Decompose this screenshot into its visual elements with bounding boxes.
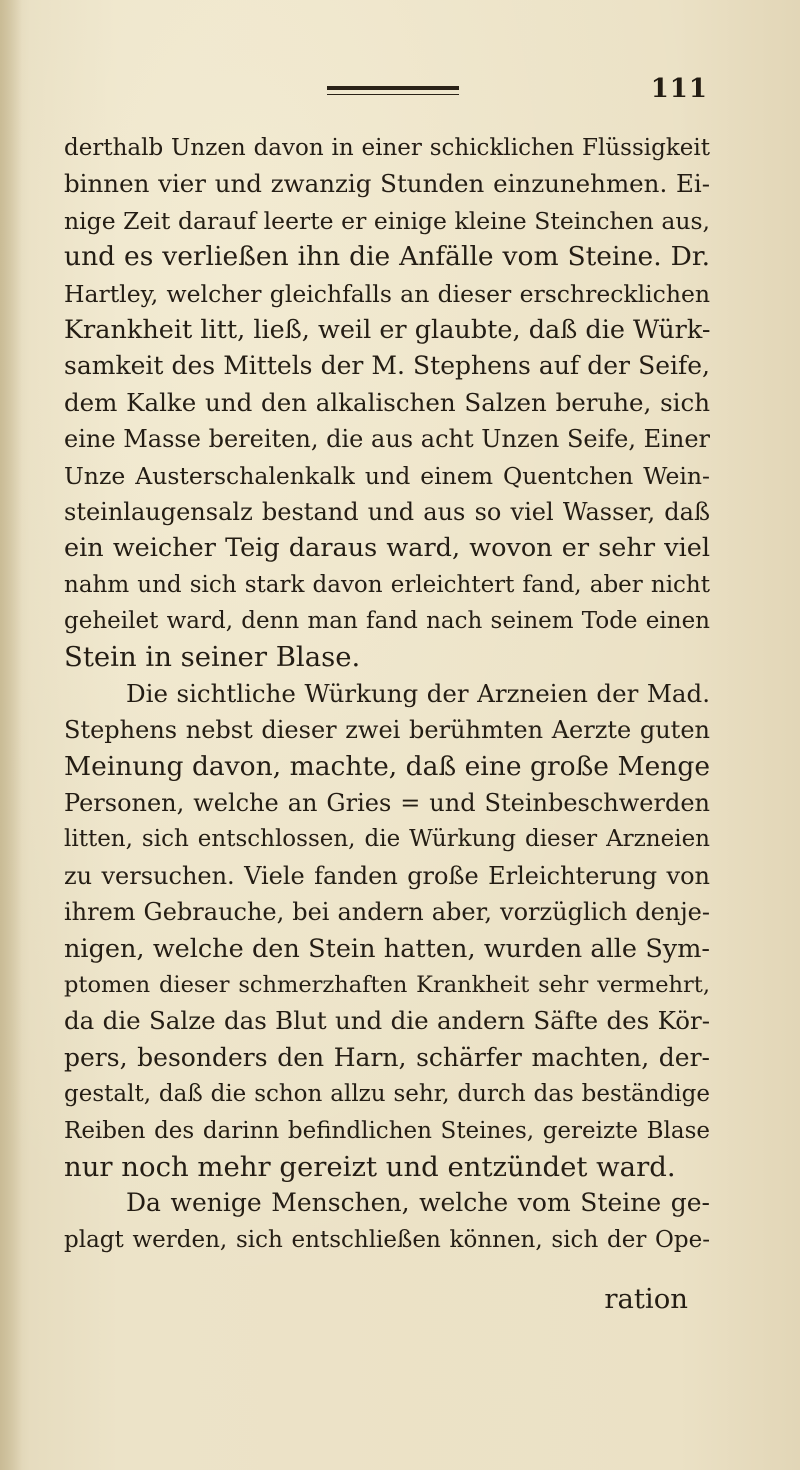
- text-line: derthalb Unzen davon in einer schicklichen Flüssigkeit: [64, 135, 710, 161]
- page-gutter-shadow: [0, 0, 22, 1470]
- page-number: 111: [650, 74, 708, 104]
- paragraph-2: [64, 676, 710, 1185]
- text-line: steinlaugensalz bestand und aus so viel Wasser, daß: [64, 497, 710, 526]
- text-line: geheilet ward, denn man fand nach seinem Tode einen: [64, 608, 710, 635]
- body-text: [64, 130, 710, 1258]
- header-rule: [327, 86, 459, 95]
- text-line: ein weicher Teig daraus ward, wovon er sehr viel: [64, 533, 710, 564]
- paragraph-1: [64, 130, 710, 676]
- text-line: eine Masse bereiten, die aus acht Unzen Seife, Einer: [64, 425, 710, 454]
- text-line: nigen, welche den Stein hatten, wurden alle Sym-: [64, 933, 710, 964]
- catchword: ration: [604, 1283, 688, 1315]
- text-line: nahm und sich stark davon erleichtert fand, aber nicht: [64, 571, 710, 598]
- text-line: Stein in seiner Blase.: [64, 641, 361, 674]
- text-line: Personen, welche an Gries = und Steinbeschwerden: [64, 789, 710, 818]
- text-line: und es verließen ihn die Anfälle vom Steine. Dr.: [64, 241, 710, 273]
- text-line: Unze Austerschalenkalk und einem Quentchen Wein-: [64, 461, 710, 490]
- text-line: ptomen dieser schmerzhaften Krankheit sehr vermehrt,: [64, 971, 710, 998]
- text-line: pers, besonders den Harn, schärfer machten, der-: [64, 1042, 710, 1072]
- text-line: zu versuchen. Viele fanden große Erleichterung von: [64, 861, 710, 890]
- text-line: Hartley, welcher gleichfalls an dieser erschrecklichen: [64, 279, 710, 308]
- text-line: Reiben des darinn befindlichen Steines, gereizte Blase: [64, 1117, 710, 1144]
- text-line: litten, sich entschlossen, die Würkung dieser Arzneien: [64, 826, 710, 853]
- text-line: Krankheit litt, ließ, weil er glaubte, daß die Würk-: [64, 314, 711, 345]
- text-line: binnen vier und zwanzig Stunden einzunehmen. Ei-: [64, 169, 710, 199]
- text-line: nur noch mehr gereizt und entzündet ward.: [64, 1150, 676, 1183]
- text-line: Da wenige Menschen, welche vom Steine ge-: [126, 1188, 710, 1218]
- text-line: da die Salze das Blut und die andern Säfte des Kör-: [64, 1006, 710, 1036]
- text-line: dem Kalke und den alkalischen Salzen beruhe, sich: [64, 387, 710, 417]
- text-line: plagt werden, sich entschließen können, sich der Ope-: [64, 1226, 710, 1253]
- text-line: gestalt, daß die schon allzu sehr, durch das beständige: [64, 1081, 710, 1108]
- text-line: Meinung davon, machte, daß eine große Menge: [64, 750, 710, 782]
- text-line: samkeit des Mittels der M. Stephens auf der Seife,: [64, 351, 710, 381]
- paragraph-3: [64, 1185, 710, 1258]
- text-line: Die sichtliche Würkung der Arzneien der Mad.: [126, 678, 710, 708]
- text-line: Stephens nebst dieser zwei berühmten Aerzte guten: [64, 716, 710, 745]
- text-line: nige Zeit darauf leerte er einige kleine Steinchen aus,: [64, 206, 710, 235]
- text-line: ihrem Gebrauche, bei andern aber, vorzüglich denje-: [64, 898, 710, 927]
